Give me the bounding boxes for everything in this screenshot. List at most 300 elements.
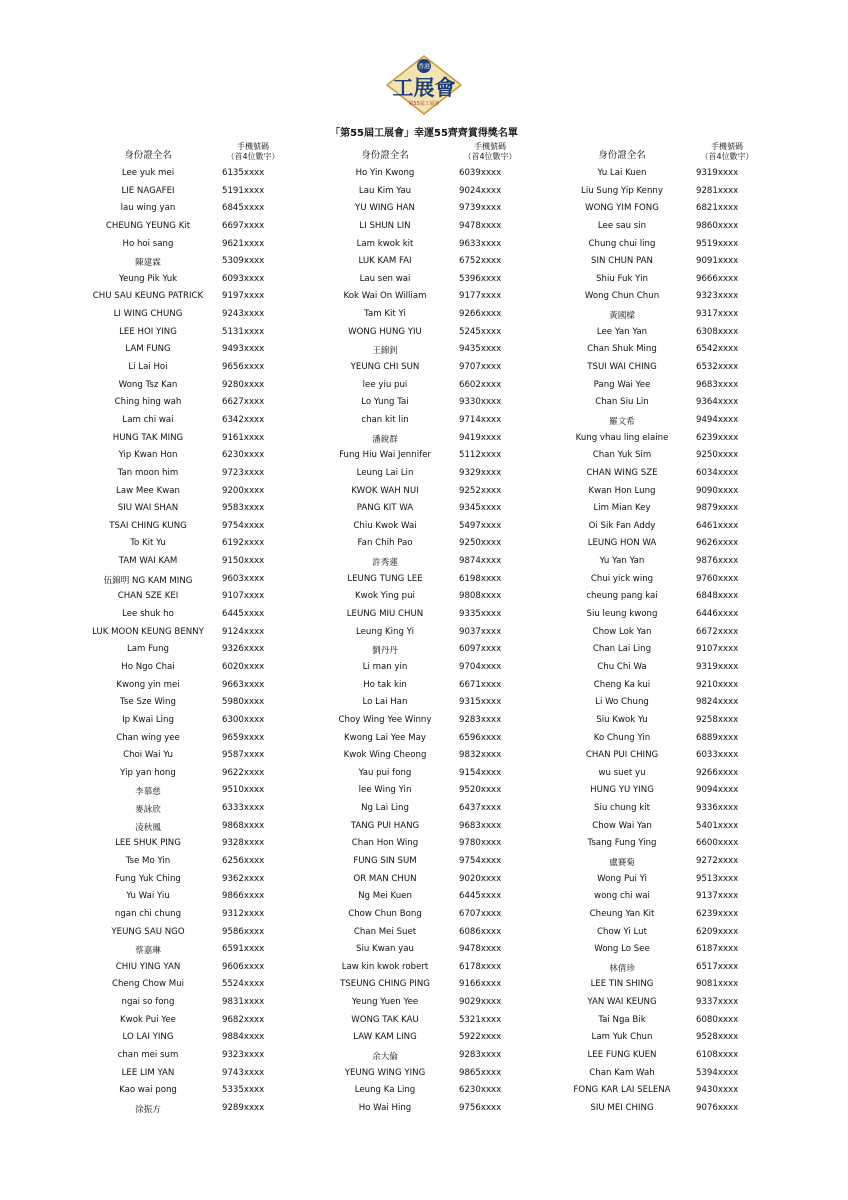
winner-name: Ho Yin Kwong: [355, 168, 415, 178]
winner-phone: 9760xxxx: [696, 573, 739, 584]
phone-header-line1: 手機號碼: [474, 142, 506, 151]
winner-name: Yu Yan Yan: [599, 556, 645, 567]
winner-name: Lam Fung: [127, 644, 169, 655]
winner-name: WONG HUNG YIU: [348, 326, 422, 337]
winner-phone: 5191xxxx: [222, 185, 265, 196]
winner-phone: 6034xxxx: [696, 467, 739, 478]
winner-phone: 9166xxxx: [459, 979, 502, 990]
winner-name: ngai so fong: [121, 997, 175, 1008]
winner-name: Choy Wing Yee Winny: [338, 714, 432, 725]
winner-name: Lo Yung Tai: [361, 397, 409, 408]
winner-name: WONG YIM FONG: [585, 203, 659, 214]
winner-name: Leung Lai Lin: [356, 467, 414, 478]
page-title: 「第55屆工展會」幸運55齊齊賞得獎名單: [330, 128, 518, 139]
winner-phone: 9682xxxx: [222, 1014, 265, 1025]
winner-name: YU WING HAN: [355, 203, 415, 214]
winner-phone: 9824xxxx: [696, 697, 739, 708]
winner-name: KWOK WAH NUI: [351, 485, 419, 496]
winner-name: Cheung Yan Kit: [589, 908, 655, 919]
winner-phone: 9336xxxx: [696, 803, 739, 814]
winner-name: Kwok Ying pui: [355, 591, 415, 602]
winner-phone: 9312xxxx: [222, 908, 265, 919]
winner-phone: 9330xxxx: [459, 397, 502, 408]
winner-phone: 9754xxxx: [459, 855, 502, 866]
winner-phone: 9860xxxx: [696, 220, 739, 231]
winner-phone: 9739xxxx: [459, 203, 502, 214]
phone-header: [213, 142, 293, 162]
winner-name: Lau sen wai: [359, 273, 411, 284]
winner-name: Siu Kwok Yu: [596, 714, 648, 725]
winner-phone: 9831xxxx: [222, 997, 265, 1008]
winner-name: LEE TIN SHING: [590, 979, 654, 990]
winner-name: 王錦釗: [372, 346, 398, 357]
winner-name: lau wing yan: [120, 203, 176, 214]
winner-phone: 9362xxxx: [222, 873, 265, 884]
winner-phone: 9283xxxx: [459, 1050, 502, 1061]
winner-name: CHIU YING YAN: [115, 961, 181, 972]
winner-name: Tan moon him: [117, 467, 179, 478]
winner-name: 蔡嘉琳: [135, 946, 161, 957]
winner-phone: 6039xxxx: [459, 168, 502, 178]
winner-name: Ho tak kin: [363, 679, 407, 690]
winner-name: Chow Yi Lut: [597, 926, 647, 937]
winner-name: Chan wing yee: [116, 732, 180, 743]
winner-name: Chow Wai Yan: [592, 820, 652, 831]
winner-name: Yu Wai Yiu: [126, 891, 170, 902]
winner-phone: 6445xxxx: [222, 609, 265, 620]
winner-name: Li Wo Chung: [595, 697, 649, 708]
winner-name: Kwok Wing Cheong: [343, 750, 427, 761]
winner-name: CHAN WING SZE: [586, 467, 658, 478]
winner-phone: 9266xxxx: [459, 309, 502, 320]
winner-phone: 9865xxxx: [459, 1067, 502, 1078]
winner-name: LIE NAGAFEI: [121, 185, 175, 196]
winner-name: LEUNG TUNG LEE: [347, 573, 423, 584]
winner-phone: 9319xxxx: [696, 168, 739, 178]
winner-phone: 6209xxxx: [696, 926, 739, 937]
winner-phone: 9154xxxx: [459, 767, 502, 778]
winner-name: Chan Mei Suet: [353, 926, 417, 937]
svg-text:工展會: 工展會: [392, 76, 456, 100]
winner-phone: 9659xxxx: [222, 732, 265, 743]
winner-name: Yeung Pik Yuk: [118, 273, 178, 284]
winner-name: 劉丹丹: [372, 646, 398, 657]
winner-name: LI SHUN LIN: [359, 220, 411, 231]
winner-phone: 6600xxxx: [696, 838, 739, 849]
winner-name: Chan Kam Wah: [589, 1067, 655, 1078]
winner-phone: 9200xxxx: [222, 485, 265, 496]
winner-name: 余大倫: [372, 1052, 398, 1063]
winner-name: Tsang Fung Ying: [587, 838, 657, 849]
winner-phone: 9866xxxx: [222, 891, 265, 902]
winner-name: LEUNG HON WA: [587, 538, 657, 549]
winner-name: LAM FUNG: [125, 344, 171, 355]
winner-name: Kao wai pong: [119, 1085, 177, 1096]
winner-phone: 9323xxxx: [696, 291, 739, 302]
winner-name: cheung pang kai: [586, 591, 658, 602]
winner-name: Fung Hiu Wai Jennifer: [339, 450, 431, 461]
winner-phone: 9435xxxx: [459, 344, 502, 355]
winner-phone: 9289xxxx: [222, 1102, 265, 1113]
winner-phone: 9124xxxx: [222, 626, 265, 637]
winner-name: Cheng Chow Mui: [111, 979, 185, 990]
winner-phone: 9177xxxx: [459, 291, 502, 302]
winner-name: Lee yuk mei: [121, 168, 175, 178]
winner-name: CHEUNG YEUNG Kit: [105, 220, 191, 231]
winner-phone: 9874xxxx: [459, 556, 502, 567]
winner-phone: 6437xxxx: [459, 803, 502, 814]
winner-name: Chow Lok Yan: [592, 626, 652, 637]
winner-name: Fan Chih Pao: [357, 538, 413, 549]
winner-name: Tam Kit Yi: [364, 309, 406, 320]
winner-name: FUNG SIN SUM: [353, 855, 417, 866]
winner-phone: 6239xxxx: [696, 432, 739, 443]
winner-name: Shiu Fuk Yin: [596, 273, 648, 284]
winner-name: Law Mee Kwan: [116, 485, 180, 496]
winner-name: Chow Chun Bong: [348, 908, 422, 919]
winner-name: Chan Hon Wing: [351, 838, 419, 849]
winner-phone: 9528xxxx: [696, 1032, 739, 1043]
winner-name: TSEUNG CHING PING: [340, 979, 430, 990]
winner-name: Tai Nga Bik: [598, 1014, 646, 1025]
winner-phone: 9280xxxx: [222, 379, 265, 390]
winner-phone: 6178xxxx: [459, 961, 502, 972]
winner-phone: 6300xxxx: [222, 714, 265, 725]
winner-phone: 9090xxxx: [696, 485, 739, 496]
winner-phone: 6342xxxx: [222, 414, 265, 425]
winner-name: TAM WAI KAM: [118, 556, 178, 567]
winner-phone: 9714xxxx: [459, 414, 502, 425]
winner-phone: 9326xxxx: [222, 644, 265, 655]
winner-phone: 9586xxxx: [222, 926, 265, 937]
winner-phone: 9756xxxx: [459, 1102, 502, 1113]
winner-name: CHAN PUI CHING: [585, 750, 659, 761]
winner-phone: 9430xxxx: [696, 1085, 739, 1096]
winner-phone: 6333xxxx: [222, 803, 265, 814]
winner-name: TSUI WAI CHING: [587, 362, 657, 373]
winner-name: LEE HOI YING: [119, 326, 177, 337]
winner-phone: 9704xxxx: [459, 661, 502, 672]
winner-phone: 9663xxxx: [222, 679, 265, 690]
winner-name: Chiu Kwok Wai: [353, 520, 417, 531]
winner-name: Liu Sung Yip Kenny: [581, 185, 663, 196]
winner-phone: 9656xxxx: [222, 362, 265, 373]
winner-name: LUK MOON KEUNG BENNY: [92, 626, 204, 637]
winner-phone: 6627xxxx: [222, 397, 265, 408]
winner-phone: 9876xxxx: [696, 556, 739, 567]
svg-text:香港: 香港: [417, 63, 431, 71]
phone-header-line2: （首4位數字）: [700, 152, 754, 161]
winner-phone: 9258xxxx: [696, 714, 739, 725]
winner-phone: 9020xxxx: [459, 873, 502, 884]
winner-phone: 9107xxxx: [222, 591, 265, 602]
winner-name: LEE LIM YAN: [121, 1067, 175, 1078]
winner-phone: 6821xxxx: [696, 203, 739, 214]
winner-name: 盧賽菊: [609, 857, 635, 868]
winner-phone: 9091xxxx: [696, 256, 739, 267]
winner-phone: 5524xxxx: [222, 979, 265, 990]
winner-name: Kwong Lai Yee May: [344, 732, 426, 743]
winner-phone: 5980xxxx: [222, 697, 265, 708]
winner-phone: 9707xxxx: [459, 362, 502, 373]
winner-name: lee Wing Yin: [358, 785, 412, 796]
winner-phone: 9315xxxx: [459, 697, 502, 708]
winner-name: To Kit Yu: [130, 538, 166, 549]
winner-phone: 9683xxxx: [459, 820, 502, 831]
winner-name: Tse Mo Yin: [125, 855, 171, 866]
winner-name: Siu Kwan yau: [356, 944, 414, 955]
winner-phone: 6461xxxx: [696, 520, 739, 531]
winner-name: 凌秋鳳: [135, 822, 161, 833]
winner-phone: 9328xxxx: [222, 838, 265, 849]
phone-header-line1: 手機號碼: [711, 142, 743, 151]
winner-name: Yu Lai Kuen: [597, 168, 647, 178]
winner-phone: 6230xxxx: [222, 450, 265, 461]
winner-phone: 9884xxxx: [222, 1032, 265, 1043]
winner-name: Leung Ka Ling: [354, 1085, 416, 1096]
winner-phone: 6135xxxx: [222, 168, 265, 178]
winner-name: Wong Tsz Kan: [118, 379, 178, 390]
name-header: 身份證全名: [124, 150, 172, 161]
winner-name: Kwok Pui Yee: [120, 1014, 176, 1025]
winner-phone: 6097xxxx: [459, 644, 502, 655]
winner-phone: 9603xxxx: [222, 573, 265, 584]
winner-phone: 9513xxxx: [696, 873, 739, 884]
winner-name: TSAI CHING KUNG: [109, 520, 187, 531]
winner-name: LI WING CHUNG: [113, 309, 183, 320]
winner-name: 伍錦明 NG KAM MING: [103, 575, 193, 586]
winner-phone: 5309xxxx: [222, 256, 265, 267]
fair-logo: [385, 54, 463, 116]
winner-name: Lo Lai Han: [362, 697, 408, 708]
winner-name: Siu chung kit: [593, 803, 650, 814]
winner-phone: 6672xxxx: [696, 626, 739, 637]
winner-name: Lee shuk ho: [122, 609, 174, 620]
winner-phone: 9137xxxx: [696, 891, 739, 902]
winner-name: Wong Chun Chun: [584, 291, 660, 302]
winner-phone: 9808xxxx: [459, 591, 502, 602]
winner-phone: 9879xxxx: [696, 503, 739, 514]
winner-phone: 9621xxxx: [222, 238, 265, 249]
winner-phone: 6517xxxx: [696, 961, 739, 972]
winner-phone: 9250xxxx: [696, 450, 739, 461]
winner-phone: 9510xxxx: [222, 785, 265, 796]
winner-phone: 6671xxxx: [459, 679, 502, 690]
winner-name: Ho Ngo Chai: [121, 661, 175, 672]
winner-name: Law kin kwok robert: [341, 961, 429, 972]
winner-name: lee yiu pui: [362, 379, 408, 390]
winner-phone: 9266xxxx: [696, 767, 739, 778]
winner-name: Lee Yan Yan: [596, 326, 648, 337]
winner-name: LAW KAM LING: [353, 1032, 417, 1043]
winner-phone: 6889xxxx: [696, 732, 739, 743]
winner-name: PANG KIT WA: [356, 503, 414, 514]
winner-name: Pang Wai Yee: [593, 379, 651, 390]
winner-phone: 9723xxxx: [222, 467, 265, 478]
winner-phone: 9419xxxx: [459, 432, 502, 443]
winner-name: chan kit lin: [361, 414, 409, 425]
winner-name: wong chi wai: [594, 891, 650, 902]
winner-phone: 6596xxxx: [459, 732, 502, 743]
winner-phone: 9780xxxx: [459, 838, 502, 849]
winner-name: Ng Lai Ling: [361, 803, 409, 814]
winner-phone: 6033xxxx: [696, 750, 739, 761]
winner-name: Wong Pui Yi: [597, 873, 647, 884]
winner-phone: 5401xxxx: [696, 820, 739, 831]
winner-name: 麥詠欣: [135, 805, 161, 816]
winner-phone: 9210xxxx: [696, 679, 739, 690]
winner-name: CHAN SZE KEI: [117, 591, 179, 602]
winner-name: YEUNG SAU NGO: [111, 926, 185, 937]
winner-phone: 6230xxxx: [459, 1085, 502, 1096]
winner-phone: 6093xxxx: [222, 273, 265, 284]
winner-phone: 5394xxxx: [696, 1067, 739, 1078]
winner-name: Lam Yuk Chun: [591, 1032, 653, 1043]
winner-name: 林倩珍: [609, 963, 635, 974]
winner-phone: 9037xxxx: [459, 626, 502, 637]
winner-phone: 9478xxxx: [459, 220, 502, 231]
winner-name: YAN WAI KEUNG: [587, 997, 657, 1008]
winner-phone: 9626xxxx: [696, 538, 739, 549]
winner-name: CHU SAU KEUNG PATRICK: [92, 291, 204, 302]
winner-phone: 9633xxxx: [459, 238, 502, 249]
winner-phone: 9335xxxx: [459, 609, 502, 620]
winner-name: HUNG TAK MING: [112, 432, 184, 443]
winner-name: Ip Kwai Ling: [122, 714, 174, 725]
winner-phone: 9323xxxx: [222, 1050, 265, 1061]
winner-phone: 9250xxxx: [459, 538, 502, 549]
winner-phone: 5321xxxx: [459, 1014, 502, 1025]
winner-name: Ng Mei Kuen: [358, 891, 412, 902]
winner-name: Lau Kim Yau: [358, 185, 412, 196]
svg-text:第55屆工展會: 第55屆工展會: [408, 101, 440, 107]
winner-phone: 6445xxxx: [459, 891, 502, 902]
winner-name: Chu Chi Wa: [597, 661, 647, 672]
winner-phone: 9197xxxx: [222, 291, 265, 302]
winner-phone: 9754xxxx: [222, 520, 265, 531]
winner-name: Oi Sik Fan Addy: [588, 520, 656, 531]
winner-name: SIU WAI SHAN: [117, 503, 179, 514]
winner-phone: 5396xxxx: [459, 273, 502, 284]
winner-phone: 9076xxxx: [696, 1102, 739, 1113]
winner-name: TANG PUI HANG: [350, 820, 420, 831]
winner-phone: 6591xxxx: [222, 944, 265, 955]
winner-name: wu suet yu: [598, 767, 646, 778]
winner-name: Cheng Ka kui: [593, 679, 651, 690]
winner-phone: 9281xxxx: [696, 185, 739, 196]
winner-phone: 9832xxxx: [459, 750, 502, 761]
winner-name: Yau pui fong: [358, 767, 412, 778]
winner-phone: 6446xxxx: [696, 609, 739, 620]
winner-phone: 9081xxxx: [696, 979, 739, 990]
winner-phone: 6752xxxx: [459, 256, 502, 267]
winner-name: YEUNG CHI SUN: [350, 362, 420, 373]
winner-phone: 6697xxxx: [222, 220, 265, 231]
winner-name: Kwong yin mei: [116, 679, 180, 690]
winner-name: Chui yick wing: [590, 573, 654, 584]
winner-name: 許秀蓮: [372, 558, 398, 569]
winner-name: Chan Siu Lin: [595, 397, 649, 408]
winner-name: 徐振方: [135, 1104, 161, 1115]
winner-name: Lam chi wai: [122, 414, 174, 425]
winner-phone: 6308xxxx: [696, 326, 739, 337]
winner-name: 李慕慈: [135, 787, 161, 798]
winner-phone: 9243xxxx: [222, 309, 265, 320]
winner-name: Yeung Yuen Yee: [351, 997, 419, 1008]
phone-header-line2: （首4位數字）: [463, 152, 517, 161]
winner-phone: 9024xxxx: [459, 185, 502, 196]
winner-phone: 9478xxxx: [459, 944, 502, 955]
winner-name: Ching hing wah: [114, 397, 182, 408]
winner-phone: 9666xxxx: [696, 273, 739, 284]
winner-phone: 9345xxxx: [459, 503, 502, 514]
winner-phone: 9272xxxx: [696, 855, 739, 866]
winner-name: Lee sau sin: [597, 220, 647, 231]
winner-name: SIN CHUN PAN: [590, 256, 653, 267]
winner-phone: 5112xxxx: [459, 450, 502, 461]
winner-name: OR MAN CHUN: [353, 873, 417, 884]
name-header: 身份證全名: [598, 150, 646, 161]
phone-header-line1: 手機號碼: [237, 142, 269, 151]
winner-phone: 9319xxxx: [696, 661, 739, 672]
winner-name: LEE FUNG KUEN: [587, 1050, 657, 1061]
winner-phone: 9161xxxx: [222, 432, 265, 443]
winner-phone: 6198xxxx: [459, 573, 502, 584]
winner-phone: 9587xxxx: [222, 750, 265, 761]
winner-phone: 9519xxxx: [696, 238, 739, 249]
winner-name: Chan Yuk Sim: [592, 450, 652, 461]
winner-name: ngan chi chung: [114, 908, 182, 919]
winner-phone: 5497xxxx: [459, 520, 502, 531]
winner-phone: 9317xxxx: [696, 309, 739, 320]
winner-phone: 9364xxxx: [696, 397, 739, 408]
phone-header: [687, 142, 767, 162]
name-header: 身份證全名: [361, 150, 409, 161]
winner-name: Siu leung kwong: [586, 609, 658, 620]
winner-phone: 6532xxxx: [696, 362, 739, 373]
winner-phone: 6845xxxx: [222, 203, 265, 214]
winner-phone: 9252xxxx: [459, 485, 502, 496]
winner-name: Ko Chung Yin: [593, 732, 651, 743]
winner-phone: 9283xxxx: [459, 714, 502, 725]
phone-header: [450, 142, 530, 162]
winner-phone: 6602xxxx: [459, 379, 502, 390]
winner-name: LEUNG MIU CHUN: [346, 609, 424, 620]
winner-name: 黃國樑: [609, 311, 635, 322]
winner-phone: 5131xxxx: [222, 326, 265, 337]
winner-phone: 6256xxxx: [222, 855, 265, 866]
winner-name: WONG TAK KAU: [351, 1014, 419, 1025]
winner-name: Kok Wai On William: [343, 291, 427, 302]
winner-phone: 6108xxxx: [696, 1050, 739, 1061]
winner-phone: 6086xxxx: [459, 926, 502, 937]
winner-name: Chung chui ling: [588, 238, 656, 249]
winner-name: Li man yin: [362, 661, 408, 672]
winner-name: YEUNG WING YING: [344, 1067, 426, 1078]
winner-phone: 6187xxxx: [696, 944, 739, 955]
winner-name: Lim Mian Key: [593, 503, 651, 514]
winner-name: Choi Wai Yu: [123, 750, 173, 761]
winner-phone: 9622xxxx: [222, 767, 265, 778]
winner-phone: 6707xxxx: [459, 908, 502, 919]
winner-name: Chan Lai Ling: [592, 644, 652, 655]
winner-name: Yip Kwan Hon: [118, 450, 178, 461]
winner-phone: 9493xxxx: [222, 344, 265, 355]
winner-phone: 9868xxxx: [222, 820, 265, 831]
winner-phone: 6848xxxx: [696, 591, 739, 602]
winner-name: HUNG YU YING: [590, 785, 654, 796]
winner-name: Kwan Hon Lung: [588, 485, 656, 496]
